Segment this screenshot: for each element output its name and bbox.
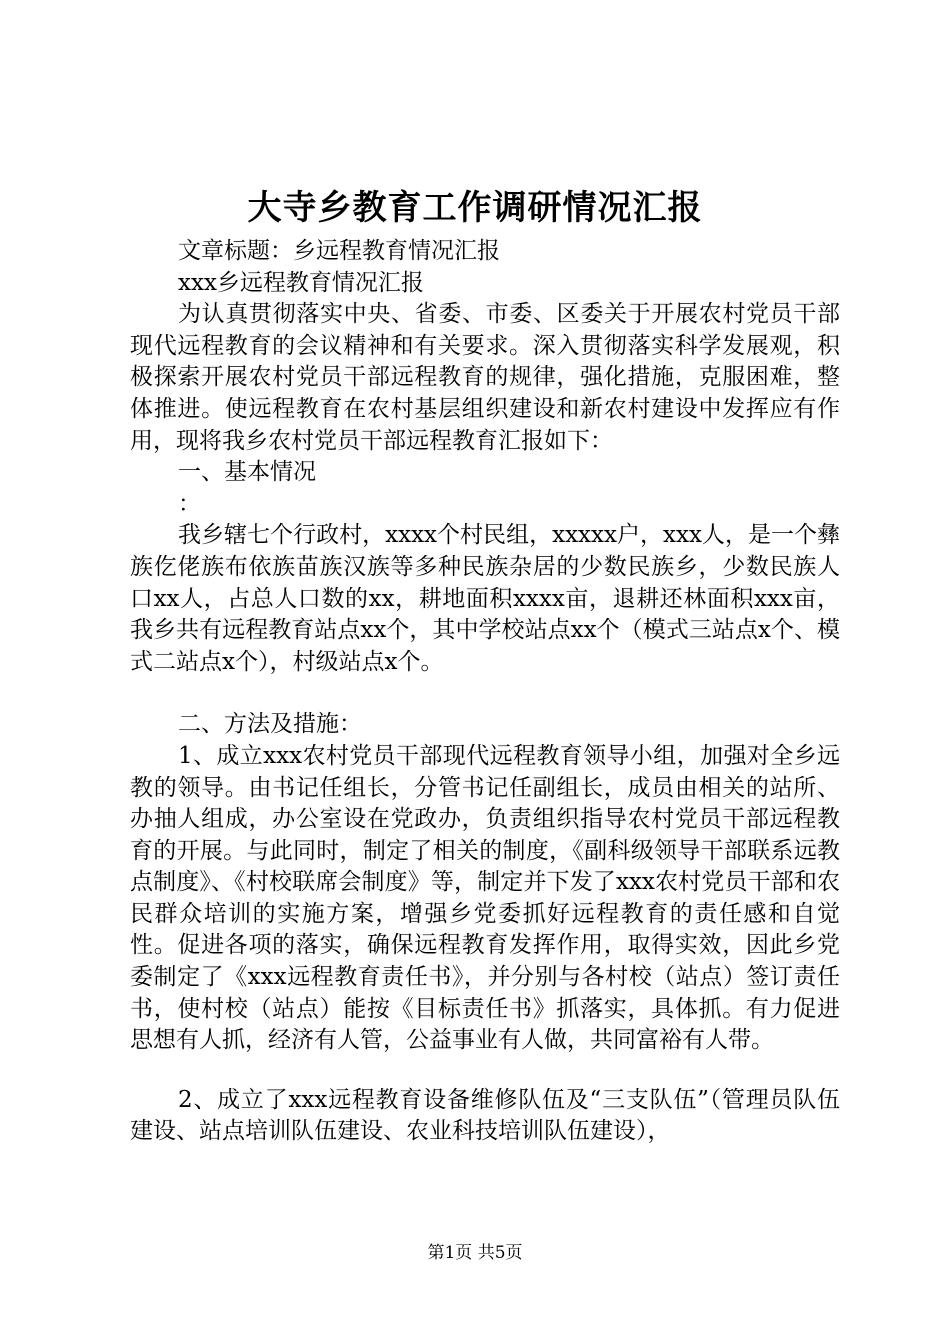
section-heading-basic: 一、基本情况 [178, 459, 316, 486]
document-title: 大寺乡教育工作调研情况汇报 [247, 188, 703, 228]
method-1-paragraph: 1、成立xxx农村党员干部现代远程教育领导小组，加强对全乡远教的领导。由书记任组长，分管书记任副组长，成员由相关的站所、办抽人组成，办公室设在党政办，负责组织指导农村党员干部远程教育的开展。与此同时，制定了相关的制度，《副科级领导干部联系远教点制度》、《村校联席会制度》等，制定并下发了xxx农村党员干部和农民群众培训的实施方案，增强乡党委抓好远程教育的责任感和自觉性。促进各项的落实，确保远程教育发挥作用，取得实效，因此乡党委制定了《xxx远程教育责任书》，并分别与各村校（站点）签订责任书，使村校（站点）能按《目标责任书》抓落实，具体抓。有力促进思想有人抓，经济有人管，公益事业有人做，共同富裕有人带。 [130, 742, 840, 1054]
intro-paragraph: 为认真贯彻落实中央、省委、市委、区委关于开展农村党员干部现代远程教育的会议精神和有关要求。深入贯彻落实科学发展观，积极探索开展农村党员干部远程教育的规律，强化措施，克服困难，整体推进。使远程教育在农村基层组织建设和新农村建设中发挥应有作用，现将我乡农村党员干部远程教育汇报如下： [130, 301, 840, 454]
document-body [130, 236, 840, 1148]
report-subtitle: xxx乡远程教育情况汇报 [178, 269, 424, 296]
article-title-line: 文章标题：乡远程教育情况汇报 [178, 238, 500, 264]
basic-info-paragraph: 我乡辖七个行政村，xxxx个村民组，xxxxx户，xxx人，是一个彝族仡佬族布依族苗族汉族等多种民族杂居的少数民族乡，少数民族人口xx人，占总人口数的xx，耕地面积xxxx亩，退耕还林面积xxx亩，我乡共有远程教育站点xx个，其中学校站点xx个（模式三站点x个、模式二站点x个），村级站点x个。 [130, 522, 840, 675]
section-heading-methods: 二、方法及措施： [178, 711, 362, 738]
method-2-paragraph: 2、成立了xxx远程教育设备维修队伍及“三支队伍”（管理员队伍建设、站点培训队伍建设、农业科技培训队伍建设）， [130, 1086, 840, 1145]
colon-line: ： [178, 490, 201, 517]
page-number-footer: 第1页 共5页 [427, 1243, 523, 1263]
